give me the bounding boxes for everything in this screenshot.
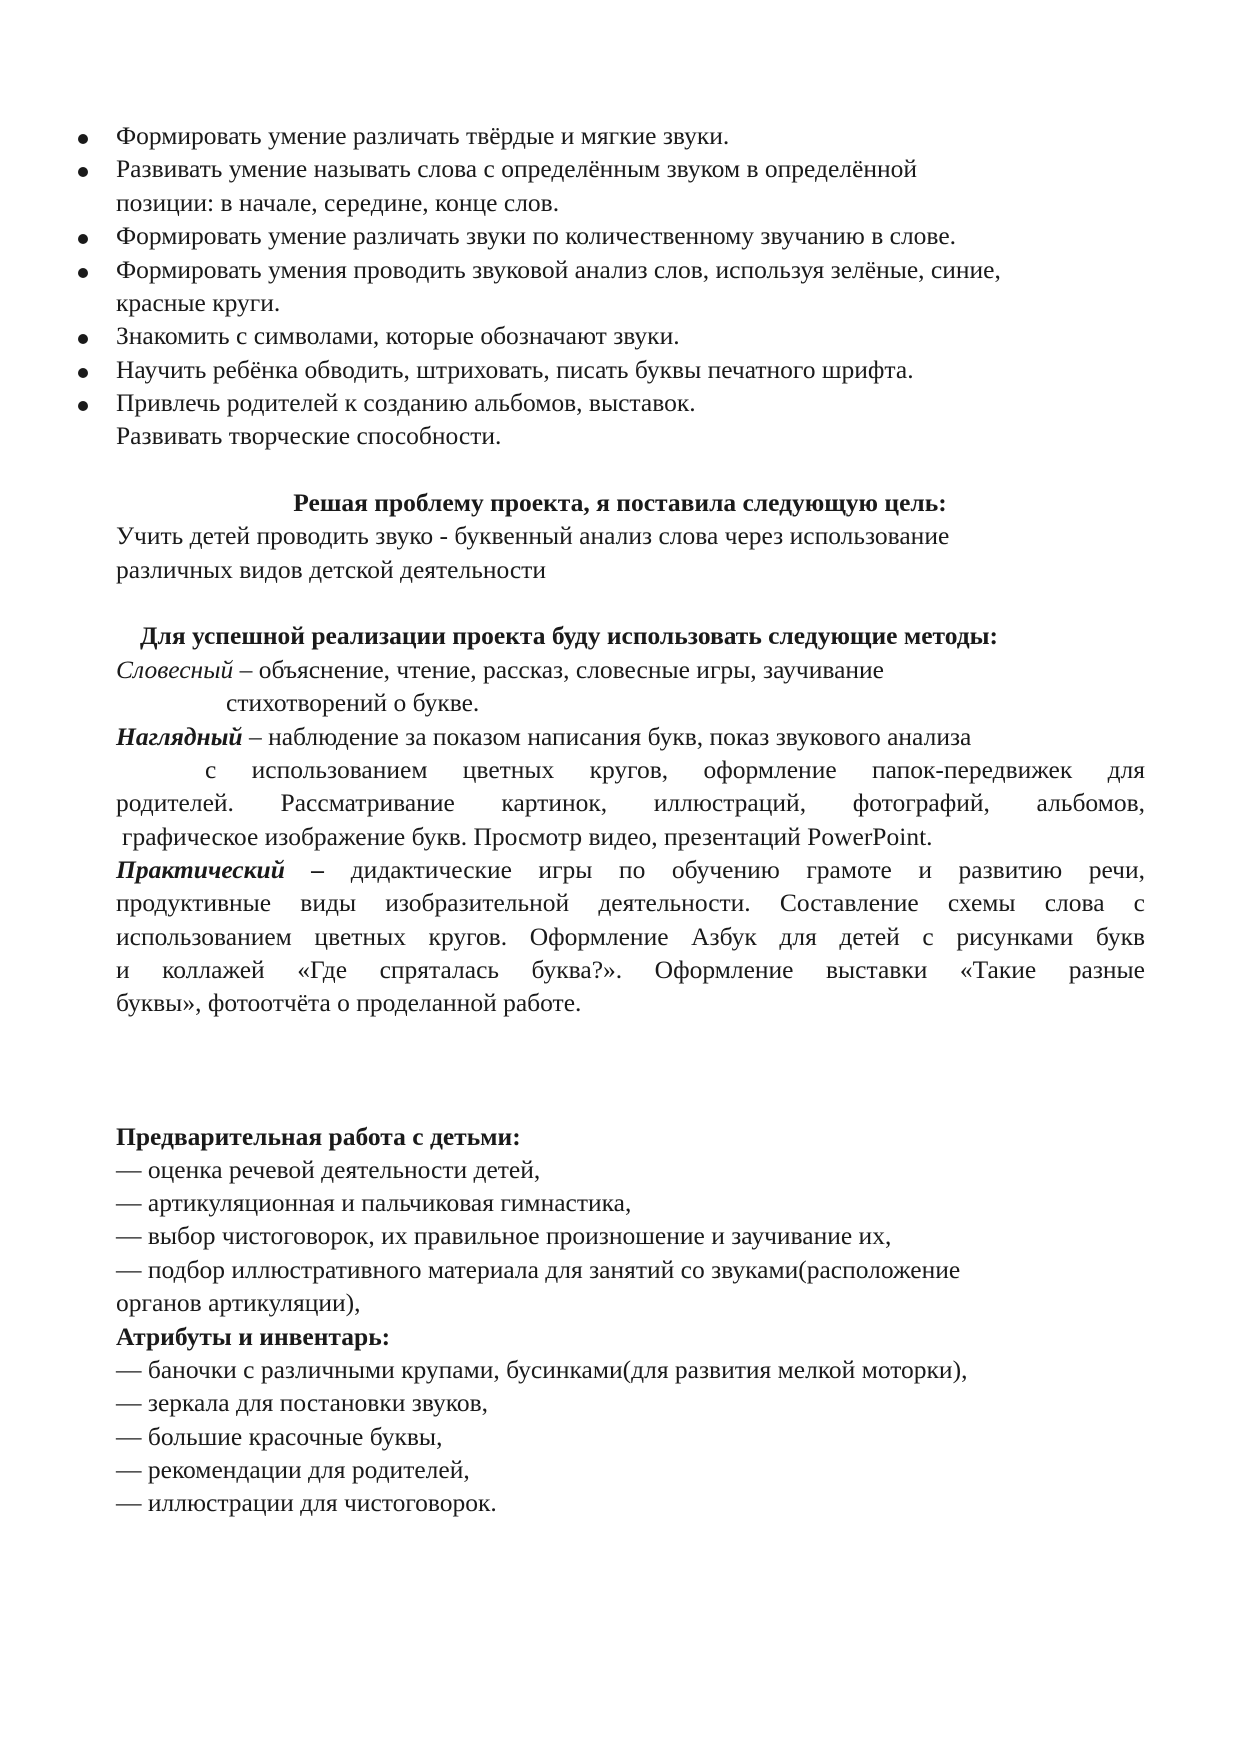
bullet-item-continuation: красные круги. bbox=[116, 288, 281, 317]
goal-heading: Решая проблему проекта, я поставила следующую цель: bbox=[293, 488, 947, 517]
list-item: — баночки с различными крупами, бусинками(для развития мелкой моторки), bbox=[116, 1355, 968, 1384]
method-description: дидактические игры по обучению грамоте и развитию речи, bbox=[324, 855, 1145, 884]
methods-heading: Для успешной реализации проекта буду использовать следующие методы: bbox=[140, 621, 999, 650]
bullet-item: Формировать умение различать твёрдые и мягкие звуки. bbox=[116, 121, 730, 150]
list-item: — большие красочные буквы, bbox=[116, 1422, 443, 1451]
bullet-icon bbox=[78, 368, 88, 378]
list-item: — подбор иллюстративного материала для занятий со звуками(расположение bbox=[116, 1255, 961, 1284]
bullet-item-continuation: Развивать творческие способности. bbox=[116, 421, 502, 450]
list-item: — оценка речевой деятельности детей, bbox=[116, 1155, 541, 1184]
method-practical bbox=[116, 853, 1145, 887]
bullet-icon bbox=[78, 234, 88, 244]
method-description: буквы», фотоотчёта о проделанной работе. bbox=[116, 988, 582, 1017]
method-description: – наблюдение за показом написания букв, показ звукового анализа bbox=[242, 722, 972, 751]
bullet-item: Формировать умение различать звуки по количественному звучанию в слове. bbox=[116, 221, 957, 250]
prework-heading: Предварительная работа с детьми: bbox=[116, 1122, 521, 1151]
method-description: родителей. Рассматривание картинок, иллюстраций, фотографий, альбомов, bbox=[116, 788, 1145, 817]
method-description: использованием цветных кругов. Оформление Азбук для детей с рисунками букв bbox=[116, 922, 1145, 951]
goal-text: различных видов детской деятельности bbox=[116, 555, 546, 584]
method-description: графическое изображение букв. Просмотр видео, презентаций PowerPoint. bbox=[122, 822, 933, 851]
method-description: и коллажей «Где спряталась буква?». Оформление выставки «Такие разные bbox=[116, 955, 1145, 984]
list-item: — выбор чистоговорок, их правильное произношение и заучивание их, bbox=[116, 1221, 892, 1250]
attributes-heading: Атрибуты и инвентарь: bbox=[116, 1322, 391, 1351]
bullet-item: Привлечь родителей к созданию альбомов, выставок. bbox=[116, 388, 696, 417]
list-item: — рекомендации для родителей, bbox=[116, 1455, 470, 1484]
method-term: Практический – bbox=[116, 855, 325, 884]
method-description: с использованием цветных кругов, оформление папок-передвижек для bbox=[205, 755, 1145, 784]
list-item-continuation: органов артикуляции), bbox=[116, 1288, 361, 1317]
method-term: Словесный bbox=[116, 655, 234, 684]
method-description: – объяснение, чтение, рассказ, словесные игры, заучивание bbox=[233, 655, 884, 684]
bullet-icon bbox=[78, 334, 88, 344]
bullet-icon bbox=[78, 268, 88, 278]
goal-text: Учить детей проводить звуко - буквенный анализ слова через использование bbox=[116, 521, 950, 550]
list-item: — иллюстрации для чистоговорок. bbox=[116, 1488, 497, 1517]
bullet-icon bbox=[78, 134, 88, 144]
list-item: — зеркала для постановки звуков, bbox=[116, 1388, 489, 1417]
bullet-icon bbox=[78, 167, 88, 177]
bullet-item: Развивать умение называть слова с определённым звуком в определённой bbox=[116, 154, 918, 183]
method-description: стихотворений о букве. bbox=[226, 688, 480, 717]
list-item: — артикуляционная и пальчиковая гимнастика, bbox=[116, 1188, 632, 1217]
bullet-item: Знакомить с символами, которые обозначают звуки. bbox=[116, 321, 680, 350]
method-description: продуктивные виды изобразительной деятельности. Составление схемы слова с bbox=[116, 888, 1145, 917]
bullet-icon bbox=[78, 401, 88, 411]
bullet-item: Научить ребёнка обводить, штриховать, писать буквы печатного шрифта. bbox=[116, 355, 914, 384]
method-visual bbox=[116, 720, 971, 754]
bullet-item-continuation: позиции: в начале, середине, конце слов. bbox=[116, 188, 560, 217]
method-term: Наглядный bbox=[116, 722, 243, 751]
bullet-item: Формировать умения проводить звуковой анализ слов, используя зелёные, синие, bbox=[116, 255, 1001, 284]
method-verbal bbox=[116, 653, 884, 687]
